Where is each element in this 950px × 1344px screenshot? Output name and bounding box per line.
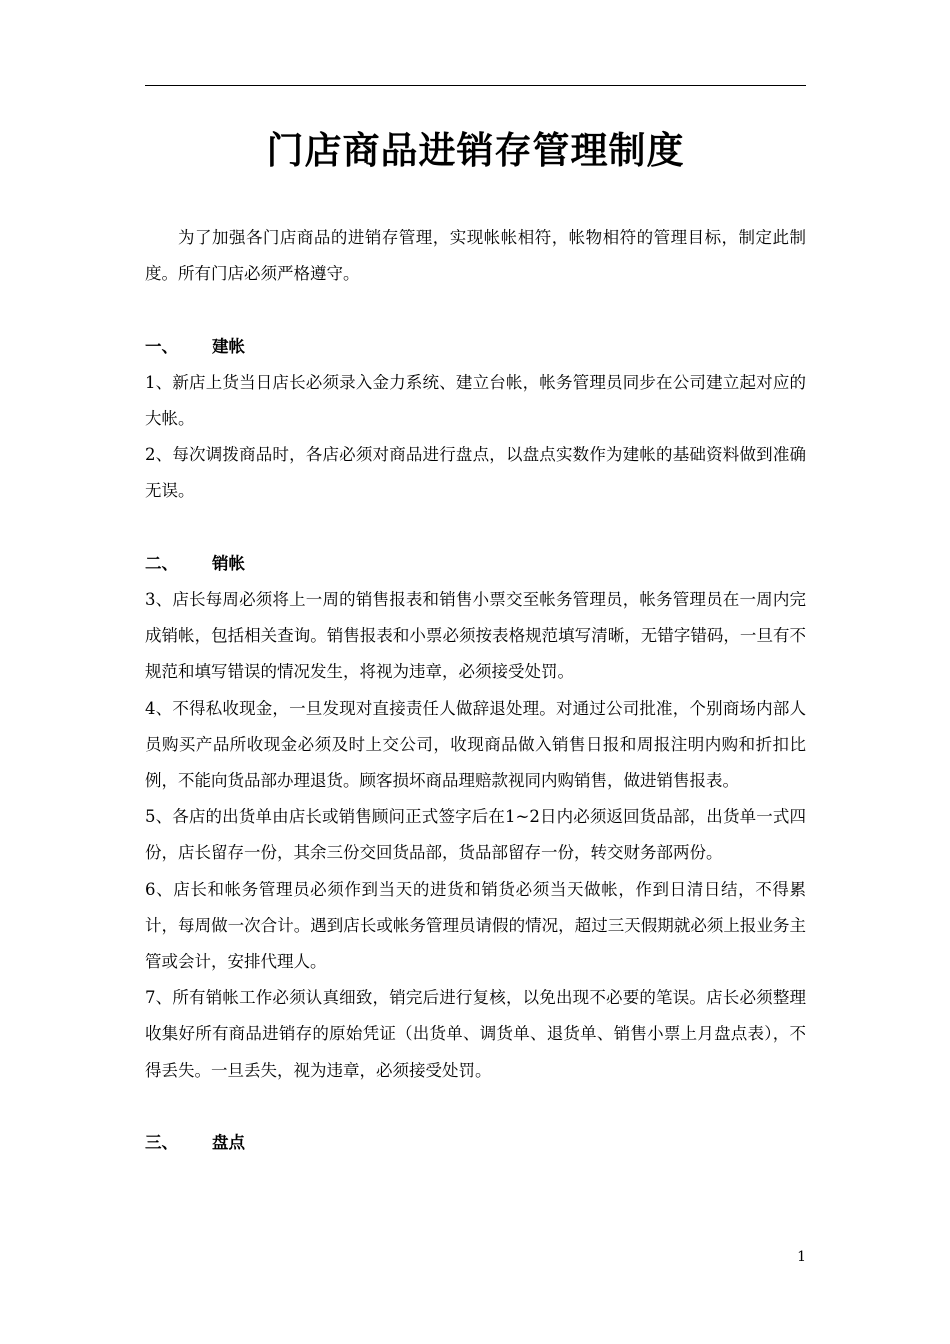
section-number: 一、 [145, 336, 178, 356]
clause-2: 2、每次调拨商品时，各店必须对商品进行盘点，以盘点实数作为建帐的基础资料做到准确无误。 [145, 445, 806, 501]
section-title: 盘点 [212, 1133, 245, 1153]
section-number: 二、 [145, 553, 178, 573]
section-heading-1 [145, 329, 806, 365]
spacer [145, 292, 806, 328]
section-heading-3 [145, 1125, 806, 1161]
clause-5: 5、各店的出货单由店长或销售顾问正式签字后在1~2日内必须返回货品部，出货单一式四份，店长留存一份，其余三份交回货品部，货品部留存一份，转交财务部两份。 [145, 807, 806, 863]
clause-3: 3、店长每周必须将上一周的销售报表和销售小票交至帐务管理员，帐务管理员在一周内完成销帐，包括相关查询。销售报表和小票必须按表格规范填写清晰，无错字错码，一旦有不规范和填写错误的情况发生，将视为违章，必须接受处罚。 [145, 590, 806, 682]
page-title: 门店商品进销存管理制度 [266, 128, 685, 172]
document-body [145, 220, 806, 1161]
spacer [145, 510, 806, 546]
section-heading-2 [145, 546, 806, 582]
clause-4: 4、不得私收现金，一旦发现对直接责任人做辞退处理。对通过公司批准，个别商场内部人员购买产品所收现金必须及时上交公司，收现商品做入销售日报和周报注明内购和折扣比例，不能向货品部办理退货。顾客损坏商品理赔款视同内购销售，做进销售报表。 [145, 698, 806, 791]
header-rule [145, 85, 806, 86]
spacer [145, 1089, 806, 1125]
clause-1: 1、新店上货当日店长必须录入金力系统、建立台帐，帐务管理员同步在公司建立起对应的大帐。 [145, 372, 806, 428]
intro-paragraph: 为了加强各门店商品的进销存管理，实现帐帐相符，帐物相符的管理目标，制定此制度。所有门店必须严格遵守。 [145, 228, 806, 284]
section-title: 销帐 [212, 553, 245, 573]
page-number: 1 [797, 1249, 806, 1265]
section-number: 三、 [145, 1133, 178, 1153]
clause-7: 7、所有销帐工作必须认真细致，销完后进行复核，以免出现不必要的笔误。店长必须整理收集好所有商品进销存的原始凭证（出货单、调货单、退货单、销售小票上月盘点表），不得丢失。一旦丢失，视为违章，必须接受处罚。 [145, 988, 806, 1080]
clause-6: 6、店长和帐务管理员必须作到当天的进货和销货必须当天做帐，作到日清日结，不得累计，每周做一次合计。遇到店长或帐务管理员请假的情况，超过三天假期就必须上报业务主管或会计，安排代理人。 [145, 879, 806, 972]
section-title: 建帐 [212, 336, 245, 356]
